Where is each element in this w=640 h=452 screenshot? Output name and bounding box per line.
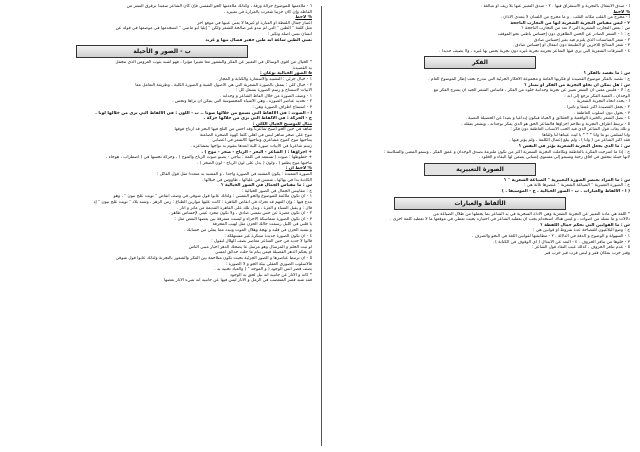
section-banner-expressive-image: الصورة التعبيرية: [424, 163, 536, 176]
text-line: ج : ١ - الشعر الصادر عن الحس الظاهري دون إحساس باطني نحو الموقف: [497, 31, 630, 37]
text-line: الوجدان ، العمية الفكر ترجع إلى أنه :: [564, 93, 630, 99]
text-line: ٣ - أن تكون الصورة متماسكة الأجزاء و ليست متفرقة بين بعضها البعض مثل :: [174, 216, 312, 222]
text-line: به القصيدة: [292, 65, 312, 71]
text-line: ٢ - خيال كلي : يتمثل بالصورة الشعرية التي هي الأصول الفنية و الصورة الكلية ، وطريقة التعامل معا: [135, 82, 312, 88]
text-line: س : ما الذي يجعل التجربة الشعرية تؤثر في النفس ؟: [518, 144, 630, 150]
text-line: ٣ - شعر المدائح للآخرين أو الطبيعة دون انفعال أو إحساس صادق .: [512, 43, 630, 49]
text-line: * كأنه و الآثار عن جانبيه أنه نيل لحق به الوجود: [230, 272, 312, 278]
text-line: أو يحكم الدهر الفضيلة فيمن ينام ما حلت حدائق أمسي: [215, 250, 312, 256]
text-line: و تلك يعاب قول الشاعر الذي فيه الحب الأسباب العاطفة دون فكر :: [510, 127, 630, 133]
text-line: % لاحظ: [613, 9, 630, 15]
text-line: ج : نقصد بالفكر موضوع القصيدة أو فكرتها العامة و مجموعة الأفكار الجزئية التي تندرج تحت إطار الموضوع العام .: [428, 76, 630, 82]
text-line: ٥ - عدم تنافر الحروف ، كذلك عيب النقاد قول الشاعر :: [531, 245, 630, 251]
right-column: [330, 4, 630, 256]
text-line: ٤ - السرقات الشعرية التي يرى فيها الشاعر تجربته تجربة غيره دون تجربة يحس بها غيره ، ولا يضيف جديدا .: [439, 48, 630, 54]
text-line: س : ما القوانين التي تحكم جمال اللفظة ؟: [540, 222, 630, 228]
text-line: ج : إذا ما امتزجت الفكرة بالعاطفة وتكاملت التجربة الشعرية أكثر من تكون ملتزمة بصدق الوجدان و عمق الفكر ، وسمو المعنى والسلاسة :: [383, 149, 630, 155]
text-line: وقبر حرب بمكان قفر و ليس قرب قبر حرب قبر: [544, 250, 630, 256]
text-line: ج : مقاييس الجمال في الصور الخيالية :: [241, 188, 312, 194]
section-banner-thought: الفكر: [424, 56, 536, 69]
text-line: انسان نسي أصله وتكبر :: [267, 31, 312, 37]
text-line: مثال للتوضيح الخيال الكلي :: [252, 121, 312, 127]
text-line: % لاحظ: [295, 15, 312, 21]
text-line: يتناجيها موج كموج مشاعري وتناجيها كالشعر في أعصابي: [212, 138, 312, 144]
right-block-3: [330, 178, 630, 195]
text-line: س : بعض التجارب الشعرية التي لا تعد من التجارب الناجحة ؟: [521, 26, 630, 32]
text-line: وأنا لسلمي تو ما وأنا * * * يا ليت عيناها لنا ولقاها: [542, 132, 630, 138]
text-line: تنوح على صخر ساهر ليس في أهلي كلما كهوة الصخرة الصامتة: [199, 132, 312, 138]
text-line: + خطوطها : صوت ( تسمعه في كلمة : يناجي - يصبو صوت الرياح والموج ) ، وحركة تحسها في ( اضطراب ، هوجاء ،: [105, 155, 312, 161]
text-line: فقد شبه قصر المتعصب في الرمل و الآثار ليس فيها عن جانبيه أنه شيء الآثار بعضها: [163, 278, 312, 284]
text-line: ١ - وصف الصورة من خلال ألفاظ الشاعر و وجدانه .: [219, 93, 312, 99]
text-line: تناجيها موج يطفو ) ، ولون ( يدل على لون الرياح - لون الصخر ) .: [196, 160, 312, 166]
text-line: ٣ - يحول دون أسلوب العاطفة .: [573, 110, 630, 116]
left-column: [12, 4, 312, 284]
text-line: ٦ - ملاءمتها للموضوع جزالة ورقة ، وكذلك ملاءمتها الجو النفسي فإن كان الشاعر سعيدا ترقرق البشر من: [126, 4, 312, 9]
text-line: شاهد في حين الجو أصبح شاعرنا وقد أحس من الثلج فيها البحر قد ارتاح فوقها: [174, 127, 312, 133]
text-line: ج - الحركة : في الألفاظ التي ترى من خلالها حركة .: [203, 116, 312, 122]
text-line: ٥ - أن ترتبط عناصرها و الصور الجزئية بحيث تكون متلاحمة بين الفكر والشعور بالتجربة ولذلك عابوا قول شوقي: [115, 255, 312, 261]
text-line: و تشبه الحزن في قلبه و بهجة وهلال الموت وتبدد مما يملي من حسابك .: [183, 227, 312, 233]
text-line: & الصور الخيالية نوعان :: [260, 71, 312, 77]
text-line: + أجزاؤها : ( الشاعر - البحر - الرياح - صخر - موج ) .: [201, 149, 312, 155]
text-line: رسم شاعرنا في الأبيات صورة كلية أبعدها بتقوم به تواجها بمشاعره .: [190, 144, 312, 150]
section-banner-words-phrases: الألفاظ والعبارات: [394, 197, 566, 210]
text-line: ٥ - ترتبط أطراف التجربة و تتلاحم أجزاؤها فالشاعر الحق هو الذي يفكر بوجدانه ، ويشعر بعقله .: [461, 121, 630, 127]
column-divider: [321, 6, 322, 446]
text-line: نسي الطين ساعة أنه طين حقير فصال تيها و عربد: [205, 37, 312, 43]
text-line: فالأسلوب الصوري العقلي بيئة الجو و لا الصورة :: [225, 261, 312, 267]
text-line: قالوا لا جديد في حين الشاعر معاصر بصف الهلال ليقول :: [211, 239, 312, 245]
text-line: س : ما نقصد بالفكر ؟: [583, 71, 630, 77]
right-block-1: [330, 4, 630, 54]
text-line: ( أ - الألفاظ والعبارات . ب - الصور الخيالية . ج - الموسيقا . ): [501, 189, 630, 195]
text-line: ج : الصورة التعبيرية " الصياغة الشعرية " عنصرها ثلاثة هي :: [523, 183, 630, 189]
text-line: ٢ - يجعل القصيدة أكثر عمقا و تأثيرا .: [564, 104, 630, 110]
text-line: س : ما مقياس الجمال في الصور الخيالية ؟: [220, 183, 312, 189]
text-line: ٢ - ليس مقياس التجربة الشعرية أنها من التجارب الناجحة: [510, 20, 630, 26]
right-block-4: [330, 212, 630, 257]
right-block-2: [330, 71, 630, 161]
text-line: ٢ - شعر المناسبات الذي يلتزم فيه بغير إحساس صادق: [533, 37, 630, 43]
text-line: * اللغة هي مادة التعبير عن التجربة الشعرية وهي الأداة السحرية في يد الشاعر بما يحملها من ظلال الصياغة من: [433, 211, 630, 217]
text-line: ج : وضع البلاغيون للفصاحة عدة شروط أو قوانين هي :: [533, 228, 630, 234]
text-line: لأنها حينئذ تتحقق في أفاق رحبة وتسمو إلى مستوى إنساني يضمن لها البقاء و الخلود .: [478, 155, 630, 161]
text-line: الأبيات لاستنتاج و رسم الصورة يشمل كل :: [236, 88, 312, 94]
text-line: ١ - خيال جزئي : التشبيه والاستعارة والكناية و المجاز .: [216, 76, 312, 82]
text-line: أ - صدق الانفعال بالتجربة و الاستغراق فيها . ٢ - صدق التعبير عنها بلا زيف أو مبالغة .: [480, 4, 630, 9]
text-line: ٢ - تحديد عناصر الصورة ، وهي الأشياء المحسوسة التي يمكن أن تراها وتحس .: [172, 99, 312, 105]
text-line: س : ما المراد بعنصر الصورة التعبيرية " الصياغة الشعرية " ؟: [503, 177, 630, 183]
text-line: % لاحظ أن :: [285, 166, 312, 172]
text-line: أ - مخرج من القلب مكانه القلب . و ما مخرج من اللسان لا يتعدى الآذان .: [500, 15, 630, 21]
text-line: ١ - السهولة و الوضوح و الدقة في الدلالة . ٢ - مطابقتها لقوانين اللغة في النحو والصرف .: [472, 234, 630, 239]
text-line: س : هل يمكن أن تخلو التجربة من الفكر أو تمتاز ؟: [524, 82, 630, 88]
text-line: الصورة الممتدة : يكون المشبه في الصورة واحدا ، و المشبه به متعددا مثل قول القائل :: [156, 172, 312, 178]
text-line: أ - الصوت : في الألفاظ التي تسمع من خلالها صوتا .. ب - اللون : في الألفاظ التي ترى من خلالها لونا .: [95, 110, 312, 116]
text-line: ١ - أن تكون ملائمة للموضوع والجو النفسي : ولذلك عابوا قول شوقي في وصف أنقاض " تويت علج نبون " ، وهو: [113, 194, 312, 200]
text-line: الكاذبة بدا في بهائها ، شمس في عليائها ، طاووس في خيلائها .: [201, 177, 312, 183]
left-block-2: [12, 60, 312, 284]
text-line: مثل كلمة " الطين " التي لم تبدو غير صالحة للشعر ولكن " إيليا أبو ماضي " استخدمها في موضعها في قوله عن: [115, 26, 312, 32]
text-line: أ - يحدد اتجاه التجربة الشعرية .: [574, 99, 630, 105]
text-line: يصف فصر أنس الوجود ( و الموجه " ) والعباد تحبيه به .: [214, 267, 312, 273]
text-line: ٣ - خلوها من تنافر الحروف . ٤ - البعد عن الابتذال ( أي الوقوف في الكتابة ) .: [492, 239, 630, 245]
text-line: فقد أكثر الشاعر من ( وأنا ) ، ولم يبلغ إعمال الكلمة ، ولم يؤثر فيها .: [509, 138, 630, 144]
text-line: اعتبار جمال اللفظة أو العبارة أو غيرها لا يعني عيبها في موقع آخر: [197, 20, 312, 26]
text-line: ٢ - أن تكون معبرة عن حس نفسي صادق ، ولا تكون مجرد عبثي لإحساس ظاهر .: [168, 211, 312, 217]
text-line: دلالات و ما تمثله من أصوات ، و ليس هناك استخدام يجب أن يعطيه الشاعر في اختياره بحيث تعطي في موقعها ما لا تعطيه كلمة أخرى .: [390, 217, 630, 223]
text-line: لو ثبت الحلم و المرسال وهو مرسل ما يضحك الدهر أحبار منبي الناس: [188, 244, 312, 250]
section-banner-images-imagination: ب - الصور و الأخيلة: [76, 45, 248, 58]
text-line: * الخيال من أقوى الوسائل في التعبير عن الفكر والشعور معا تعبيرا مؤثرا ، فهو أشبه بثوب العروس الذي تتجمل: [115, 60, 312, 66]
text-line: مدح فيها : وإن الفهم قد تحرك في أنقاض القاهرة : كانت عليها موازين الطباع : زمن الزهر ، وشبه بلاد " تويت علج نبون " إذ: [93, 200, 312, 205]
text-line: يا قلبي في الليل رسمت حالك الحزن مثل لهيب المحرقة: [212, 222, 312, 228]
text-line: ألفاظه وإن كان حزينا شعرت بالمرارة في تعبيره .: [223, 9, 312, 15]
text-line: ٤ - ان تكون الصورة جديدة مبتكرة غير مستهلكة :: [224, 233, 312, 239]
text-line: ٣ - استنتاج أطراف الصورة وهي :: [252, 104, 312, 110]
text-line: ج : لا - فليس معنى أن الشعر تعبير عن تجربة وجدانية خلوه من الفكر ، فأساس الشعر الجيد أن يمتزج الفكر مع: [433, 88, 630, 94]
left-block-1: [12, 4, 312, 43]
text-line: قال : و يقبل النساء و العزة ، وتدل تلك على القاهرة القديمة من مآثر و آثار .: [177, 205, 312, 211]
text-line: ٤ - يصل الشعر بالخبرة الواقعية و الحقائق و الحياة فيكون إبداعيا و بعيدا عن الحصيلة النصية .: [465, 116, 630, 122]
